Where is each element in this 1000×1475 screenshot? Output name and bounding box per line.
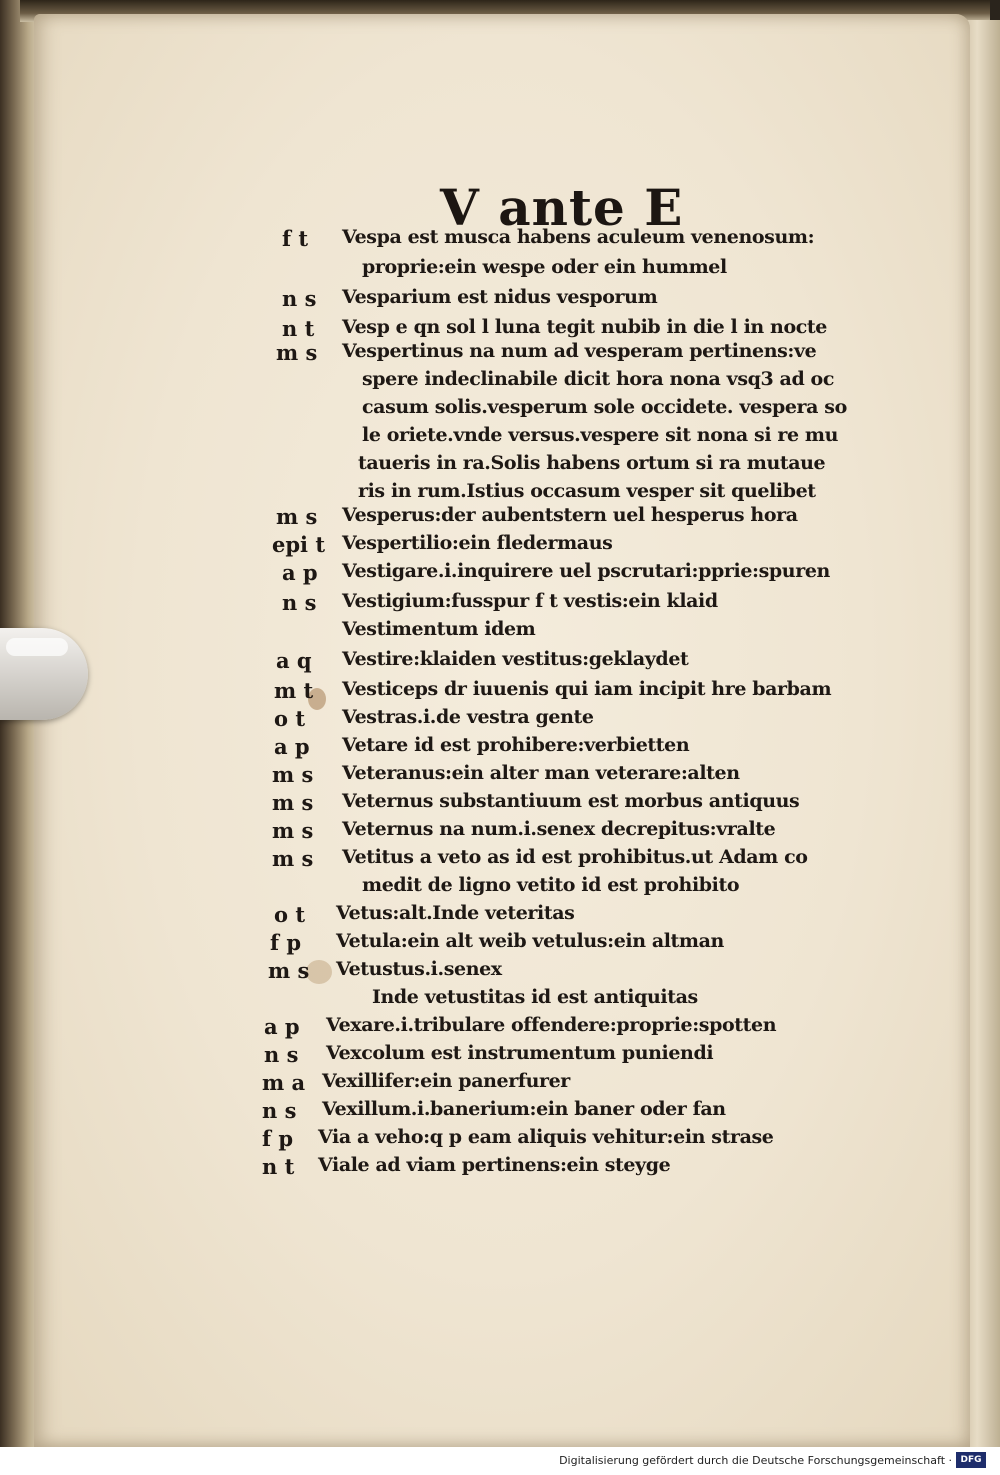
dictionary-entry [0, 818, 1000, 848]
dictionary-entry [0, 1014, 1000, 1044]
grammar-marker: m s [272, 762, 314, 787]
grammar-marker: n t [282, 316, 315, 341]
dictionary-entry [0, 368, 1000, 398]
dictionary-entry [0, 340, 1000, 370]
grammar-marker: n s [282, 286, 317, 311]
grammar-marker: m s [272, 846, 314, 871]
entry-text: proprie:ein wespe oder ein hummel [362, 256, 727, 278]
dictionary-entry [0, 286, 1000, 316]
entry-text: Veteranus:ein alter man veterare:alten [342, 762, 740, 784]
entry-text: casum solis.vesperum sole occidete. vespera so [362, 396, 847, 418]
grammar-marker: m t [274, 678, 314, 703]
entry-text: Inde vetustitas id est antiquitas [372, 986, 698, 1008]
dictionary-entry [0, 1070, 1000, 1100]
entry-text: le oriete.vnde versus.vespere sit nona si re mu [362, 424, 838, 446]
dictionary-entry [0, 1126, 1000, 1156]
entry-text: ris in rum.Istius occasum vesper sit quelibet [358, 480, 816, 502]
dictionary-entry [0, 618, 1000, 648]
dictionary-entry [0, 226, 1000, 256]
entry-text: Vexillum.i.banerium:ein baner oder fan [322, 1098, 726, 1120]
dictionary-entry [0, 846, 1000, 876]
dictionary-entry [0, 504, 1000, 534]
dictionary-entry [0, 930, 1000, 960]
grammar-marker: f p [262, 1126, 294, 1151]
dictionary-entry [0, 874, 1000, 904]
grammar-marker: m s [268, 958, 310, 983]
entry-text: Veternus na num.i.senex decrepitus:vralte [342, 818, 776, 840]
dictionary-entry [0, 706, 1000, 736]
grammar-marker: m s [276, 504, 318, 529]
entry-text: Vestimentum idem [342, 618, 536, 640]
grammar-marker: m s [272, 790, 314, 815]
grammar-marker: n s [264, 1042, 299, 1067]
dictionary-entry [0, 532, 1000, 562]
dictionary-entry [0, 452, 1000, 482]
dictionary-entry [0, 1098, 1000, 1128]
entry-text: Vesticeps dr iuuenis qui iam incipit hre barbam [342, 678, 832, 700]
entry-text: Vesparium est nidus vesporum [342, 286, 658, 308]
grammar-marker: a p [282, 560, 318, 585]
footer-bar [0, 1447, 1000, 1475]
entry-text: Vespertilio:ein fledermaus [342, 532, 613, 554]
entry-text: Vetula:ein alt weib vetulus:ein altman [336, 930, 724, 952]
entry-text: Vestire:klaiden vestitus:geklaydet [342, 648, 689, 670]
dictionary-entry [0, 986, 1000, 1016]
dictionary-entry [0, 1042, 1000, 1072]
entry-text: Vestigium:fusspur f t vestis:ein klaid [342, 590, 718, 612]
dictionary-entry [0, 560, 1000, 590]
entry-text: Vespa est musca habens aculeum venenosum: [342, 226, 815, 248]
dictionary-entry [0, 590, 1000, 620]
grammar-marker: epi t [272, 532, 326, 557]
grammar-marker: a p [264, 1014, 300, 1039]
entry-text: Vestras.i.de vestra gente [342, 706, 594, 728]
entry-text: spere indeclinabile dicit hora nona vsq3 ad oc [362, 368, 834, 390]
grammar-marker: a q [276, 648, 312, 673]
grammar-marker: n s [282, 590, 317, 615]
dictionary-entry [0, 678, 1000, 708]
grammar-marker: o t [274, 706, 306, 731]
grammar-marker: o t [274, 902, 306, 927]
dictionary-entry [0, 396, 1000, 426]
entry-text: Vetustus.i.senex [336, 958, 502, 980]
grammar-marker: f t [282, 226, 309, 251]
dictionary-entry [0, 424, 1000, 454]
dictionary-entry [0, 902, 1000, 932]
entry-text: Vespertinus na num ad vesperam pertinens:ve [342, 340, 817, 362]
entry-text: Vetitus a veto as id est prohibitus.ut Adam co [342, 846, 808, 868]
page-heading: V ante E [440, 178, 684, 237]
entry-text: taueris in ra.Solis habens ortum si ra mutaue [358, 452, 826, 474]
dictionary-entry [0, 1154, 1000, 1184]
entry-text: Vetus:alt.Inde veteritas [336, 902, 575, 924]
grammar-marker: m a [262, 1070, 306, 1095]
grammar-marker: m s [272, 818, 314, 843]
entry-text: Vetare id est prohibere:verbietten [342, 734, 690, 756]
dictionary-entry [0, 762, 1000, 792]
entry-text: Vesperus:der aubentstern uel hesperus hora [342, 504, 798, 526]
dfg-logo[interactable]: DFG [956, 1452, 986, 1468]
grammar-marker: n t [262, 1154, 295, 1179]
dictionary-entry [0, 734, 1000, 764]
entry-text: Viale ad viam pertinens:ein steyge [318, 1154, 671, 1176]
funding-notice: Digitalisierung gefördert durch die Deutsche Forschungsgemeinschaft · [559, 1454, 952, 1467]
dictionary-entry [0, 790, 1000, 820]
entry-text: Vexare.i.tribulare offendere:proprie:spotten [326, 1014, 777, 1036]
entry-text: Vexillifer:ein panerfurer [322, 1070, 570, 1092]
entry-text: Via a veho:q p eam aliquis vehitur:ein strase [318, 1126, 774, 1148]
grammar-marker: f p [270, 930, 302, 955]
entry-text: Veternus substantiuum est morbus antiquus [342, 790, 800, 812]
dictionary-entry [0, 648, 1000, 678]
entry-text: Vexcolum est instrumentum puniendi [326, 1042, 714, 1064]
dictionary-entry [0, 256, 1000, 286]
entry-text: medit de ligno vetito id est prohibito [362, 874, 740, 896]
grammar-marker: m s [276, 340, 318, 365]
grammar-marker: a p [274, 734, 310, 759]
dictionary-entry [0, 958, 1000, 988]
entry-text: Vestigare.i.inquirere uel pscrutari:pprie:spuren [342, 560, 830, 582]
entry-text: Vesp e qn sol l luna tegit nubib in die l in nocte [342, 316, 827, 338]
grammar-marker: n s [262, 1098, 297, 1123]
